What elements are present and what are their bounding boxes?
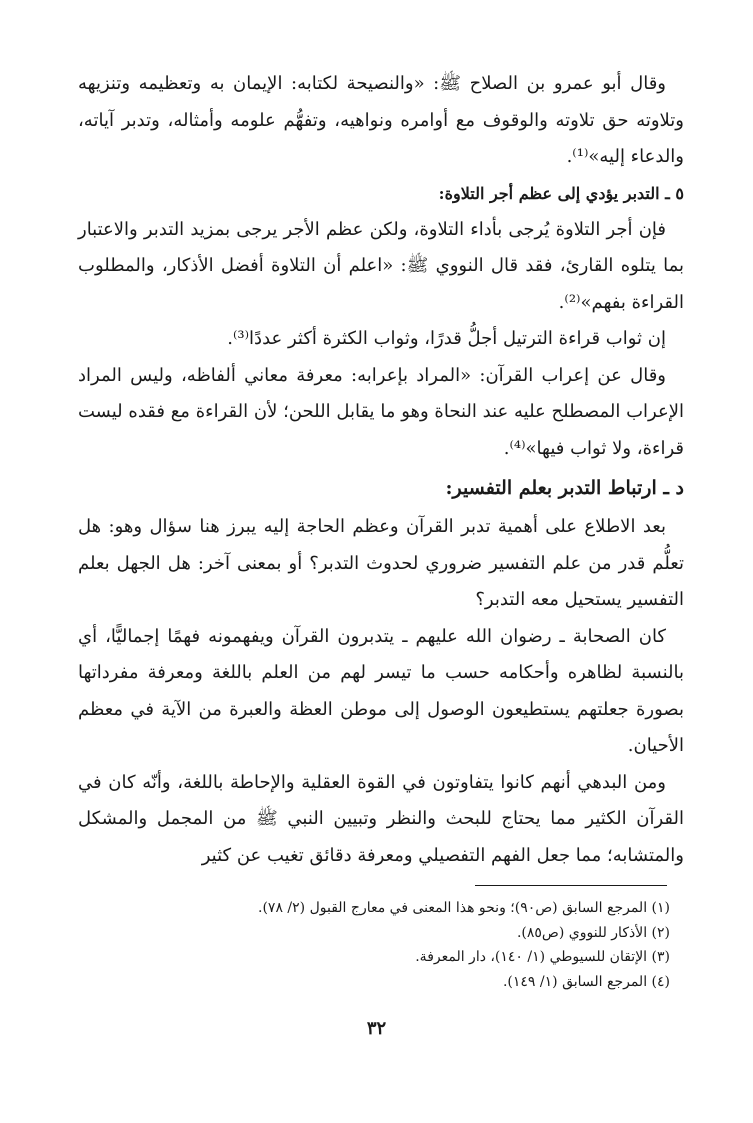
footnote-4: (٤) المرجع السابق (١/ ١٤٩).	[502, 973, 670, 990]
main-text	[78, 66, 684, 874]
section-heading-tafsir: د ـ ارتباط التدبر بعلم التفسير:	[445, 477, 684, 499]
footnote-1: (١) المرجع السابق (ص٩٠)؛ ونحو هذا المعنى في معارج القبول (٢/ ٧٨).	[258, 900, 670, 916]
paragraph-tarteel-reward: إن ثواب قراءة الترتيل أجلُّ قدرًا، وثواب الكثرة أكثر عددًا⁽³⁾.	[227, 328, 666, 349]
paragraph-reward-of-recitation: فإن أجر التلاوة يُرجى بأداء التلاوة، ولكن عظم الأجر يرجى بمزيد التدبر والاعتبار بما يتلوه القارئ، فقد قال النووي ﷺ: «اعلم أن التلاوة أفضل الأذكار، والمطلوب القراءة بفهم»⁽²⁾.	[78, 218, 684, 313]
footnote-2: (٢) الأذكار للنووي (ص٨٥).	[516, 924, 670, 941]
paragraph-irab-quran: وقال عن إعراب القرآن: «المراد بإعرابه: معرفة معاني ألفاظه، وليس المراد الإعراب المصطلح عليه عند النحاة وهو ما يقابل اللحن؛ لأن القراءة مع فقده ليست قراءة، ولا ثواب فيها»⁽⁴⁾.	[78, 364, 684, 459]
paragraph-companions: كان الصحابة ـ رضوان الله عليهم ـ يتدبرون القرآن ويفهمونه فهمًا إجماليًّا، أي بالنسبة لظاهره وأحكامه حسب ما تيسر لهم من العلم باللغة ومعرفة مفرداتها بصورة جعلتهم يستطيعون الوصول إلى موطن العظة والعبرة من الآية في معظم الأحيان.	[78, 625, 684, 756]
paragraph-differences: ومن البدهي أنهم كانوا يتفاوتون في القوة العقلية والإحاطة باللغة، وأنّه كان في القرآن الكثير مما يحتاج للبحث والنظر وتبيين النبي ﷺ من المجمل والمشكل والمتشابه؛ مما جعل الفهم التفصيلي ومعرفة دقائق تغيب عن كثير	[78, 771, 684, 866]
paragraph-question: بعد الاطلاع على أهمية تدبر القرآن وعظم الحاجة إليه يبرز هنا سؤال وهو: هل تعلُّم قدر من علم التفسير ضروري لحدوث التدبر؟ أو بمعنى آخر: هل الجهل بعلم التفسير يستحيل معه التدبر؟	[78, 516, 684, 610]
footnotes	[150, 896, 670, 994]
section-heading-reward: ٥ ـ التدبر يؤدي إلى عظم أجر التلاوة:	[438, 183, 684, 203]
footnote-divider	[475, 885, 667, 886]
page-number: ٣٢	[366, 1018, 387, 1039]
paragraph-ibn-salah-quote: وقال أبو عمرو بن الصلاح ﷺ: «والنصيحة لكتابه: الإيمان به وتعظيمه وتنزيهه وتلاوته حق تلاوته والوقوف مع أوامره ونواهيه، وتفهُّم علومه وأمثاله، وتدبر آياته، والدعاء إليه»⁽¹⁾.	[78, 73, 684, 167]
footnote-3: (٣) الإتقان للسيوطي (١/ ١٤٠)، دار المعرفة.	[415, 949, 670, 965]
